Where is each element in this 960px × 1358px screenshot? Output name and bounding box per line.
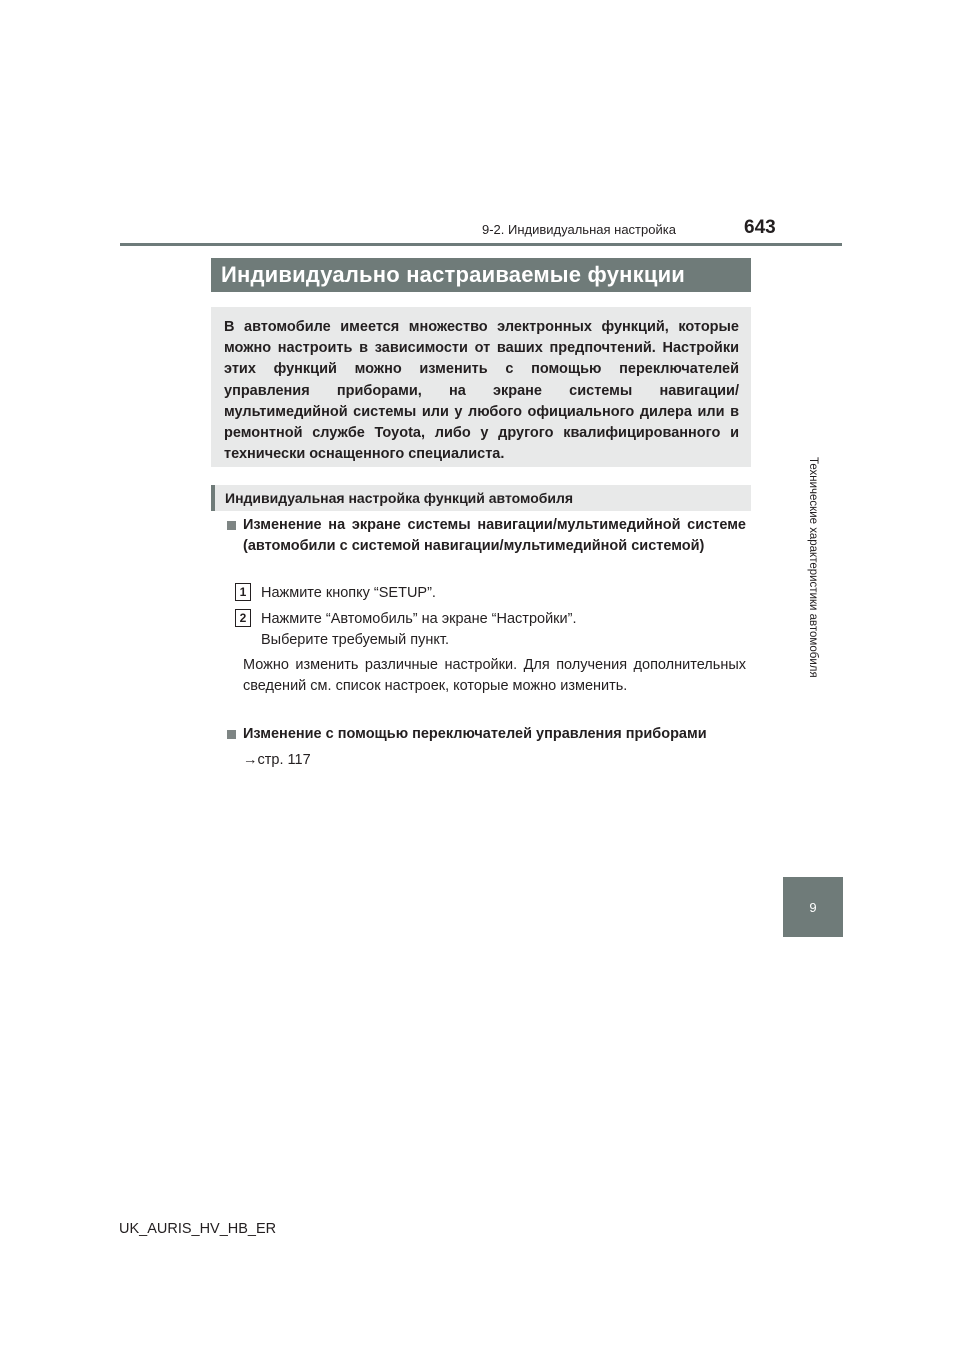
section1-heading: Изменение на экране системы навигации/мультимедийной системе (автомобили с системой навигации/мультимедийной системой) xyxy=(243,517,746,554)
step-text: Нажмите кнопку “SETUP”. xyxy=(261,585,436,601)
chapter-title: Технические характеристики автомобиля xyxy=(807,456,819,678)
document-code-footer: UK_AURIS_HV_HB_ER xyxy=(119,1221,277,1237)
step-text: Нажмите “Автомобиль” на экране “Настройки”. xyxy=(261,611,577,627)
step-number-badge: 2 xyxy=(235,609,251,627)
chapter-number: 9 xyxy=(783,877,843,937)
section2-heading: Изменение с помощью переключателей управления приборами xyxy=(243,726,707,742)
intro-text: В автомобиле имеется множество электронных функций, которые можно настроить в зависимости от ваших предпочтений. Настройки этих функций можно изменить с помощью переключателей управления приборами, на экране системы навигации/мультимедийной системы или у любого официального дилера или в ремонтной службе Toyota, либо у другого квалифицированного и технически оснащенного специалиста. xyxy=(224,319,739,463)
page-reference-link[interactable]: →стр. 117 xyxy=(243,752,311,768)
square-bullet-icon xyxy=(227,521,236,530)
step-followup-text: Выберите требуемый пункт. xyxy=(261,632,449,648)
step-number-badge: 1 xyxy=(235,583,251,601)
section-subheading: Индивидуальная настройка функций автомобиля xyxy=(211,485,751,511)
running-header-section: 9-2. Индивидуальная настройка xyxy=(482,222,676,237)
section1-note: Можно изменить различные настройки. Для получения дополнительных сведений см. список настроек, которые можно изменить. xyxy=(243,657,746,694)
page-number: 643 xyxy=(744,217,776,238)
chapter-side-tab xyxy=(783,262,843,937)
square-bullet-icon xyxy=(227,730,236,739)
page-title: Индивидуально настраиваемые функции xyxy=(211,258,751,292)
intro-box xyxy=(211,307,751,467)
header-divider xyxy=(120,243,842,246)
